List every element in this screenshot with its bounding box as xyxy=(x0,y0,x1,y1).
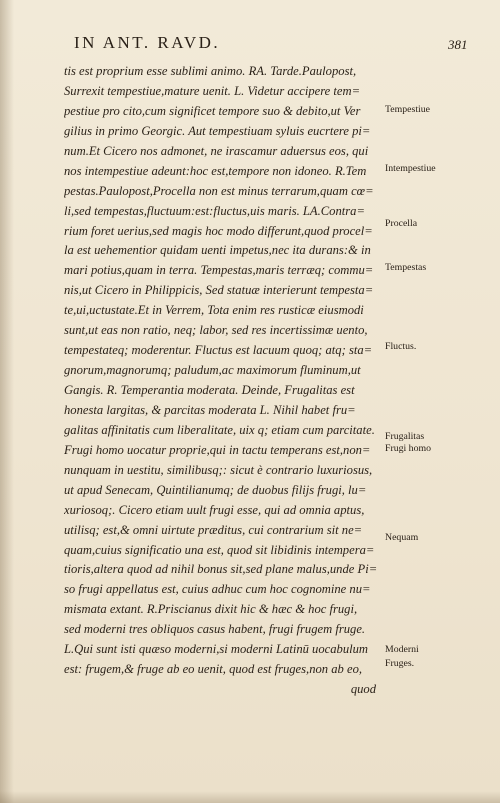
text-line: honesta largitas, & parcitas moderata L. Nihil habet fru= xyxy=(64,402,356,417)
text-line: Surrexit tempestiue,mature uenit. L. Videtur accipere tem= xyxy=(64,83,361,98)
margin-note-frugalitas: Frugalitas xyxy=(385,431,425,442)
text-line: la est uehementior quidam uenti impetus,nec ita durans:& in xyxy=(64,243,371,258)
text-line: mari potius,quam in terra. Tempestas,maris terræq; commu= xyxy=(64,263,374,278)
text-line: nos intempestiue adeunt:hoc est,tempore non idoneo. R.Tem xyxy=(64,163,367,178)
text-line: so frugi appellatus est, cuius adhuc cum hoc cognomine nu= xyxy=(64,582,371,597)
page-edge-shadow xyxy=(0,791,500,803)
margin-note-fruges: Fruges. xyxy=(385,658,415,669)
text-line: tis est proprium esse sublimi animo. RA. Tarde.Paulopost, xyxy=(64,64,357,78)
margin-note-tempestas: Tempestas xyxy=(385,262,427,273)
main-text-block xyxy=(64,62,380,700)
margin-note-frugi-homo: Frugi homo xyxy=(385,443,431,454)
text-line: sunt,ut eas non ratio, neq; labor, sed res incertissimæ uento, xyxy=(64,323,368,338)
margin-note-nequam: Nequam xyxy=(385,532,419,543)
text-line: galitas affinitatis cum liberalitate, uix q; etiam cum parcitate. xyxy=(64,422,375,437)
text-line: sed moderni tres obliquos casus habent, frugi frugem fruge. xyxy=(64,622,366,637)
text-line: utilisq; est,& omni uirtute præditus, cui contrarium sit ne= xyxy=(64,522,363,537)
text-line: L.Qui sunt isti quæso moderni,si moderni Latinū uocabulum xyxy=(64,642,369,657)
margin-note-intempestiue: Intempestiue xyxy=(385,163,436,174)
text-line: gilius in primo Georgic. Aut tempestiuam syluis eucrtere pi= xyxy=(64,123,371,138)
text-line: gnorum,magnorumq; paludum,ac maximorum fluminum,ut xyxy=(64,363,361,378)
text-line: nis,ut Cicero in Philippicis, Sed statuæ interierunt tempesta= xyxy=(64,283,374,298)
page-number: 381 xyxy=(448,37,468,52)
text-line: quam,cuius significatio una est, quod sit libidinis intempera= xyxy=(64,542,375,557)
text-line: xuriosoq;. Cicero etiam uult frugi esse, qui ad omnia aptus, xyxy=(64,502,365,517)
text-line: pestiue pro cito,cum significet tempore suo & debito,ut Ver xyxy=(64,103,361,118)
catchword: quod xyxy=(350,682,376,697)
margin-note-moderni: Moderni xyxy=(385,644,419,655)
text-line: li,sed tempestas,fluctuum:est:fluctus,uis maris. LA.Contra= xyxy=(64,203,365,218)
text-line: Gangis. R. Temperantia moderata. Deinde, Frugalitas est xyxy=(64,383,355,397)
text-line: rium foret uerius,sed magis hoc modo differunt,quod procel= xyxy=(64,223,373,238)
text-line: nunquam in uestitu, similibusq;: sicut è contrario luxuriosus, xyxy=(64,462,373,477)
text-line: te,ui,uctustate.Et in Verrem, Tota enim res rusticæ eiusmodi xyxy=(64,303,364,318)
text-line: mismata extant. R.Priscianus dixit hic & hæc & hoc frugi, xyxy=(64,602,358,617)
margin-note-fluctus: Fluctus. xyxy=(385,341,417,352)
running-title: IN ANT. RAVD. xyxy=(74,33,221,52)
text-line: ut apud Senecam, Quintilianumq; de duobus filijs frugi, lu= xyxy=(64,482,367,497)
text-line: est: frugem,& fruge ab eo uenit, quod est fruges,non ab eo, xyxy=(64,662,363,677)
text-line: tempestateq; moderentur. Fluctus est lacuum quoq; atq; sta= xyxy=(64,343,373,358)
text-line: tioris,altera quod ad nihil bonus sit,sed plane malus,unde Pi= xyxy=(64,562,378,577)
margin-note-procella: Procella xyxy=(385,218,418,229)
margin-note-tempestiue: Tempestiue xyxy=(385,104,431,115)
text-line: num.Et Cicero nos admonet, ne irascamur aduersus eos, qui xyxy=(64,143,369,158)
text-line: pestas.Paulopost,Procella non est minus terrarum,quam cœ= xyxy=(64,183,374,198)
text-line: Frugi homo uocatur proprie,qui in tactu temperans est,non= xyxy=(64,442,371,457)
